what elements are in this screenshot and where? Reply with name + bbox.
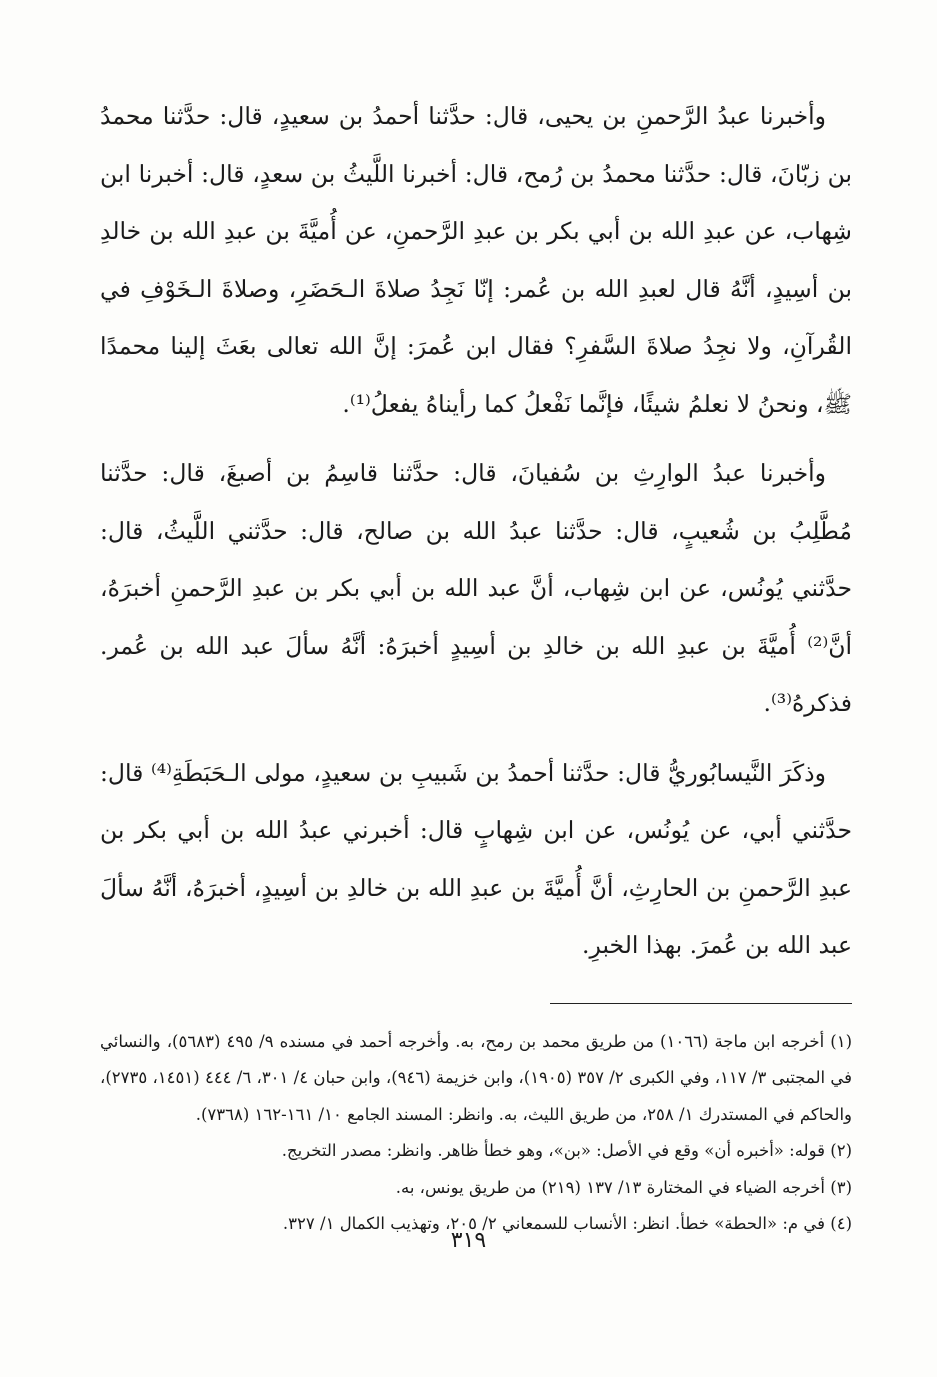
book-page xyxy=(100,88,852,1348)
footnote-2: (٢) قوله: «أخبره أن» وقع في الأصل: «بن»، وهو خطأ ظاهر. وانظر: مصدر التخريج. xyxy=(281,1141,852,1160)
footnote-1: (١) أخرجه ابن ماجة (١٠٦٦) من طريق محمد بن رمح، به. وأخرجه أحمد في مسنده ٩/ ٤٩٥ (٥٦٨٣)، والنسائي في المجتبى ٣/ ١١٧، وفي الكبرى ٢/ ٣٥٧ (١٩٠٥)، وابن خزيمة (٩٤٦)، وابن حبان ٤/ ٣٠١، ٦/ ٤٤٤ (١٤٥١، ٢٧٣٥)، والحاكم في المستدرك ١/ ٢٥٨، من طريق الليث، به. وانظر: المسند الجامع ١٠/ ١٦١-١٦٢ (٧٣٦٨). xyxy=(100,1031,852,1124)
paragraph-1: وأخبرنا عبدُ الرَّحمنِ بن يحيى، قال: حدَّثنا أحمدُ بن سعيدٍ، قال: حدَّثنا محمدُ بن زبّانَ، قال: حدَّثنا محمدُ بن رُمح، قال: أخبرنا اللَّيثُ بن سعدٍ، قال: أخبرنا ابن شِهاب، عن عبدِ الله بن أبي بكر بن عبدِ الرَّحمنِ، عن أُميَّةَ بن عبدِ الله بن خالدِ بن أسِيدٍ، أنَّهُ قال لعبدِ الله بن عُمر: إنّا نَجِدُ صلاةَ الـحَضَرِ، وصلاةَ الـخَوْفِ في القُرآنِ، ولا نجِدُ صلاةَ السَّفرِ؟ فقال ابن عُمرَ: إنَّ الله تعالى بعَثَ إلينا محمدًا ﷺ، ونحنُ لا نعلمُ شيئًا، فإنَّما نَفْعلُ كما رأيناهُ يفعلُ⁽¹⁾. xyxy=(100,102,852,418)
footnote-3: (٣) أخرجه الضياء في المختارة ١٣/ ١٣٧ (٢١٩) من طريق يونس، به. xyxy=(395,1177,852,1197)
footnotes xyxy=(100,1024,852,1243)
main-text xyxy=(100,88,852,975)
paragraph-3: وذكَرَ النَّيسابُوريُّ قال: حدَّثنا أحمدُ بن شَبيبِ بن سعيدٍ، مولى الـحَبَطَةِ⁽⁴⁾ قال: حدَّثني أبي، عن يُونُس، عن ابن شِهابٍ قال: أخبرني عبدُ الله بن أبي بكر بن عبدِ الرَّحمنِ بن الحارِثِ، أنَّ أُميَّةَ بن عبدِ الله بن خالدِ بن أسِيدٍ، أخبرَهُ، أنَّهُ سألَ عبد الله بن عُمرَ. بهذا الخبرِ. xyxy=(100,758,852,959)
footnote-separator xyxy=(550,1003,852,1004)
paragraph-2: وأخبرنا عبدُ الوارِثِ بن سُفيانَ، قال: حدَّثنا قاسِمُ بن أصبغَ، قال: حدَّثنا مُطَّلِبُ بن شُعيبٍ، قال: حدَّثنا عبدُ الله بن صالح، قال: حدَّثني اللَّيثُ، قال: حدَّثني يُونُس، عن ابن شِهاب، أنَّ عبد الله بن أبي بكر بن عبدِ الرَّحمنِ أخبرَهُ، أنَّ⁽²⁾ أُميَّةَ بن عبدِ الله بن خالدِ بن أسِيدٍ أخبرَهُ: أنَّهُ سألَ عبد الله بن عُمر. فذكرهُ⁽³⁾. xyxy=(100,459,852,717)
footnote-4: (٤) في م: «الحطة» خطأ. انظر: الأنساب للسمعاني ٢/ ٢٠٥، وتهذيب الكمال ١/ ٣٢٧. xyxy=(282,1214,852,1233)
page-number: ٣١٩ xyxy=(450,1228,487,1253)
